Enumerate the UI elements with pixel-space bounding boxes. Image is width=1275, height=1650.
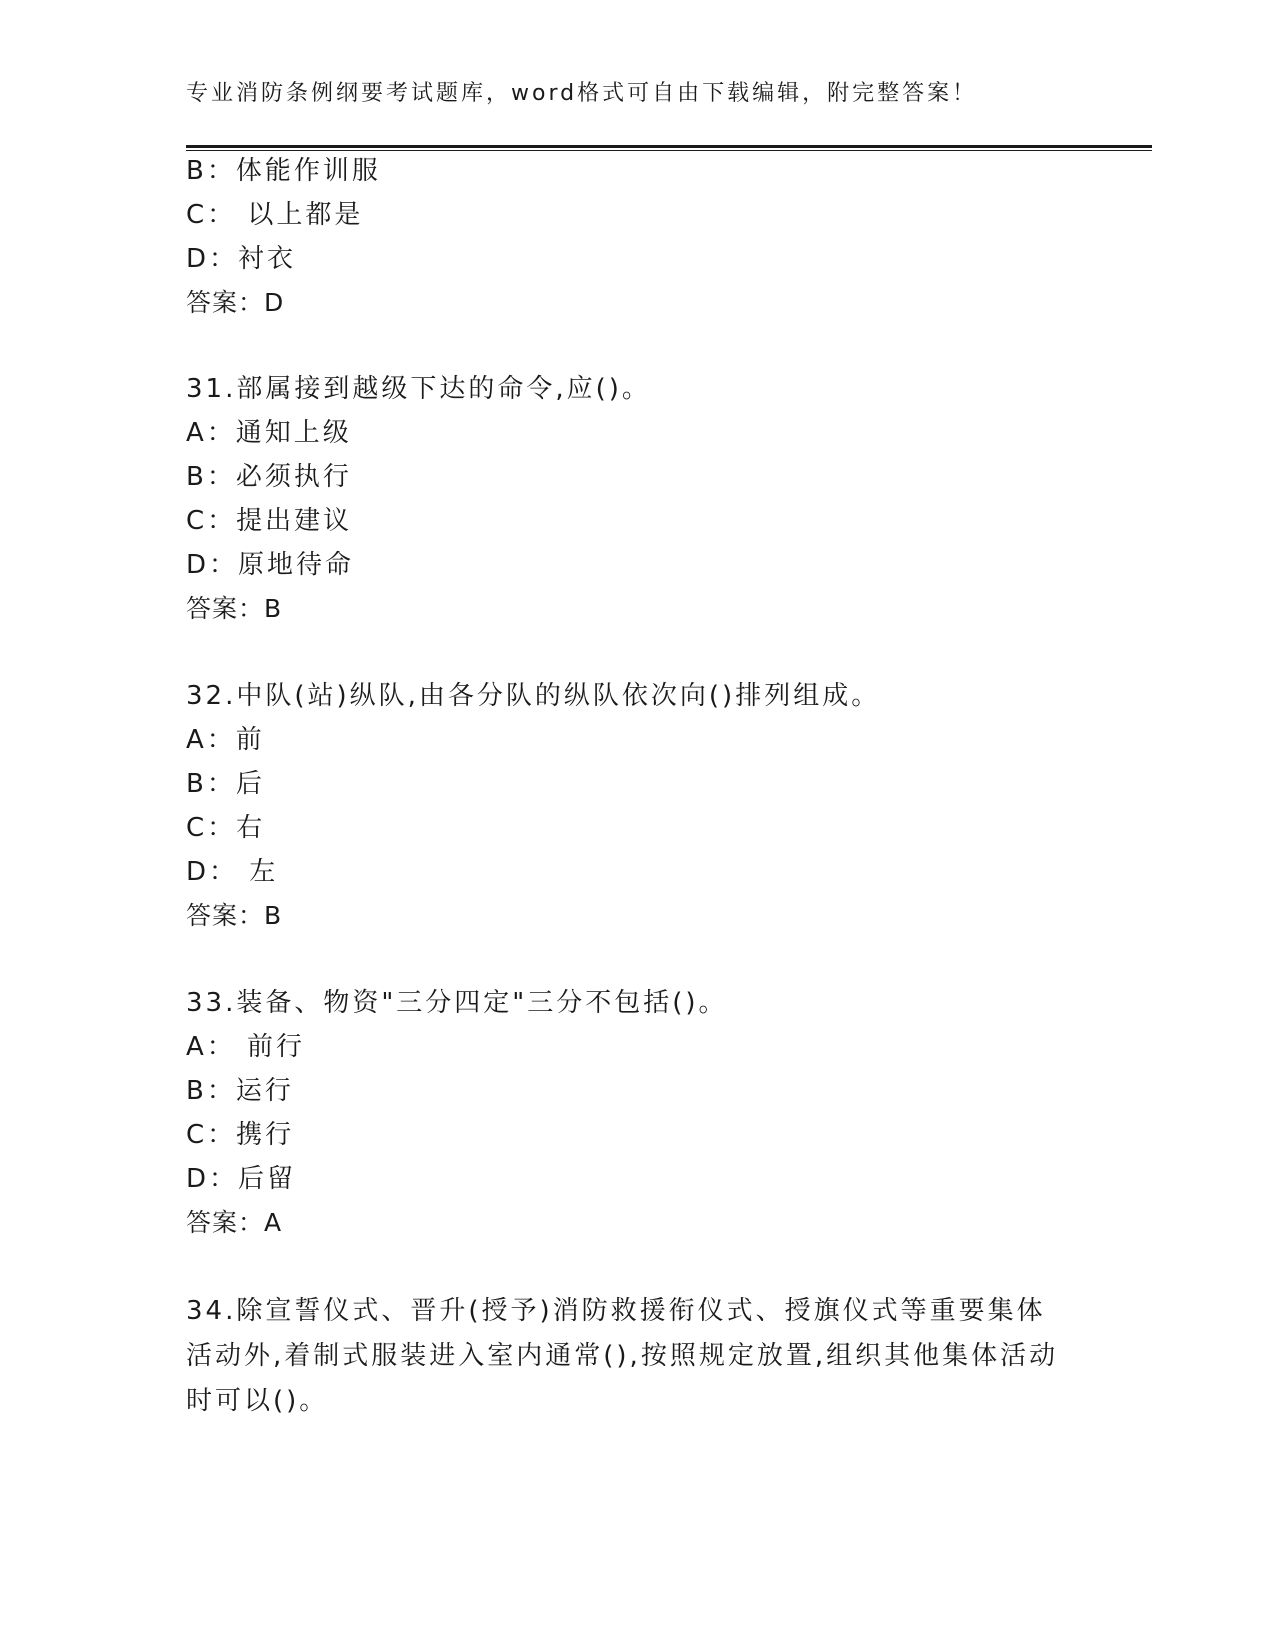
header-rule-thick [186, 145, 1152, 148]
option-d: D： 左 [186, 857, 279, 887]
option-b: B：后 [186, 769, 265, 799]
option-b: B：运行 [186, 1076, 294, 1106]
option-a: A：前 [186, 725, 265, 755]
option-c: C：提出建议 [186, 506, 353, 536]
option-a: A：通知上级 [186, 418, 352, 448]
answer: 答案：B [186, 901, 283, 930]
option-a: A： 前行 [186, 1032, 306, 1062]
option-d: D：后留 [186, 1164, 297, 1194]
option-c: C： 以上都是 [186, 200, 364, 230]
question-text: 33.装备、物资"三分四定"三分不包括()。 [186, 988, 728, 1018]
header-text: 专业消防条例纲要考试题库，word格式可自由下载编辑，附完整答案！ [186, 81, 978, 106]
question-text: 31.部属接到越级下达的命令,应()。 [186, 374, 651, 404]
question-text-line-2: 活动外,着制式服装进入室内通常(),按照规定放置,组织其他集体活动 [186, 1341, 1059, 1371]
option-d: D：原地待命 [186, 550, 355, 580]
header-rule-thin [186, 150, 1152, 151]
answer: 答案：A [186, 1208, 283, 1237]
option-b: B：体能作训服 [186, 156, 381, 186]
option-d: D：衬衣 [186, 244, 297, 274]
question-text-line-3: 时可以()。 [186, 1386, 329, 1416]
question-text-line-1: 34.除宣誓仪式、晋升(授予)消防救援衔仪式、授旗仪式等重要集体 [186, 1296, 1046, 1326]
option-c: C：右 [186, 813, 266, 843]
answer: 答案：B [186, 594, 283, 623]
answer: 答案：D [186, 288, 285, 317]
question-text: 32.中队(站)纵队,由各分队的纵队依次向()排列组成。 [186, 681, 881, 711]
option-c: C：携行 [186, 1120, 295, 1150]
option-b: B：必须执行 [186, 462, 352, 492]
